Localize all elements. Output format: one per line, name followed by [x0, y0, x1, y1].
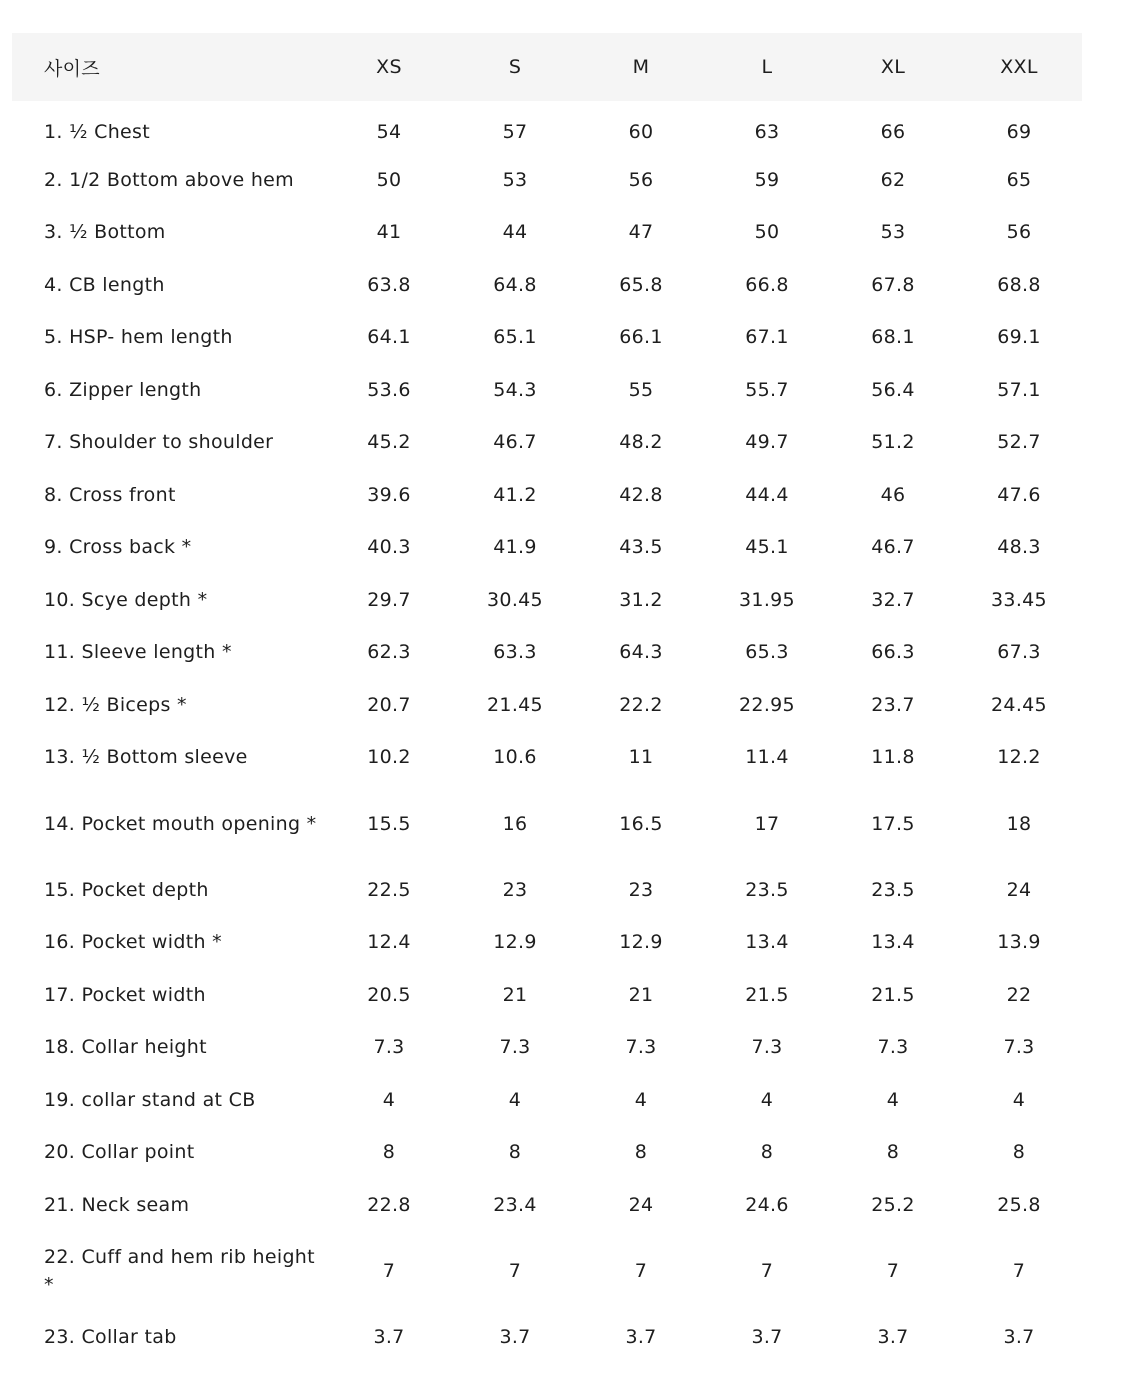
measurement-value: 13.4: [871, 931, 915, 954]
measurement-value: 10.2: [367, 746, 411, 769]
measurement-value: 21.5: [871, 983, 915, 1006]
measurement-value: 63.8: [367, 273, 411, 296]
measurement-value: 20.5: [367, 983, 411, 1006]
measurement-label: 7. Shoulder to shoulder: [44, 431, 274, 454]
measurement-value: 47.6: [997, 483, 1041, 506]
measurement-label: 14. Pocket mouth opening *: [44, 812, 317, 835]
measurement-value: 45.1: [745, 536, 789, 559]
size-chart-header: [12, 33, 1082, 101]
table-row: [12, 1074, 1082, 1127]
measurement-value: 22.95: [739, 693, 795, 716]
measurement-value: 13.9: [997, 931, 1041, 954]
measurement-value: 63.3: [493, 641, 537, 664]
measurement-value: 64.1: [367, 326, 411, 349]
measurement-value: 41.9: [493, 536, 537, 559]
measurement-value: 68.1: [871, 326, 915, 349]
measurement-value: 32.7: [871, 588, 915, 611]
header-size-xxl: XXL: [1000, 56, 1038, 78]
measurement-label: 22. Cuff and hem rib height *: [44, 1246, 315, 1296]
measurement-value: 48.2: [619, 431, 663, 454]
table-row: [12, 154, 1082, 207]
table-row: [12, 969, 1082, 1022]
measurement-value: 24: [1006, 878, 1032, 901]
measurement-value: 65.8: [619, 273, 663, 296]
measurement-value: 7: [1012, 1260, 1026, 1282]
measurement-value: 23.4: [493, 1193, 537, 1216]
measurement-value: 56: [1006, 221, 1032, 244]
measurement-value: 12.2: [997, 746, 1041, 769]
measurement-value: 15.5: [367, 812, 411, 835]
measurement-value: 12.9: [619, 931, 663, 954]
measurement-value: 59: [754, 168, 780, 191]
measurement-value: 43.5: [619, 536, 663, 559]
size-chart-body: [12, 101, 1082, 1364]
measurement-value: 52.7: [997, 431, 1041, 454]
measurement-label: 15. Pocket depth: [44, 878, 209, 901]
table-row: [12, 784, 1082, 864]
measurement-value: 41: [376, 221, 402, 244]
measurement-label: 4. CB length: [44, 273, 165, 296]
measurement-value: 44.4: [745, 483, 789, 506]
measurement-label: 11. Sleeve length *: [44, 641, 232, 664]
measurement-value: 23.5: [745, 878, 789, 901]
table-row: [12, 1126, 1082, 1179]
measurement-value: 24: [628, 1193, 654, 1216]
measurement-value: 40.3: [367, 536, 411, 559]
measurement-value: 21: [628, 983, 654, 1006]
measurement-value: 21.45: [487, 693, 543, 716]
measurement-value: 67.1: [745, 326, 789, 349]
measurement-label: 19. collar stand at CB: [44, 1088, 256, 1111]
measurement-value: 54: [376, 120, 402, 143]
measurement-value: 7.3: [1003, 1036, 1035, 1059]
measurement-value: 64.3: [619, 641, 663, 664]
measurement-value: 13.4: [745, 931, 789, 954]
measurement-value: 7.3: [625, 1036, 657, 1059]
measurement-value: 25.8: [997, 1193, 1041, 1216]
measurement-value: 33.45: [991, 588, 1047, 611]
measurement-label: 10. Scye depth *: [44, 588, 208, 611]
measurement-label: 20. Collar point: [44, 1141, 195, 1164]
measurement-value: 4: [886, 1088, 900, 1111]
measurement-value: 65.3: [745, 641, 789, 664]
measurement-value: 65.1: [493, 326, 537, 349]
table-row: [12, 1311, 1082, 1364]
measurement-value: 11: [628, 746, 654, 769]
measurement-value: 24.6: [745, 1193, 789, 1216]
measurement-value: 62.3: [367, 641, 411, 664]
measurement-value: 7: [886, 1260, 900, 1282]
measurement-value: 7: [760, 1260, 774, 1282]
measurement-value: 44: [502, 221, 528, 244]
measurement-value: 31.2: [619, 588, 663, 611]
measurement-value: 57: [502, 120, 528, 143]
measurement-value: 8: [382, 1141, 396, 1164]
measurement-label: 21. Neck seam: [44, 1193, 190, 1216]
measurement-value: 3.7: [1003, 1326, 1035, 1349]
measurement-value: 60: [628, 120, 654, 143]
table-row: [12, 574, 1082, 627]
measurement-value: 65: [1006, 168, 1032, 191]
measurement-value: 22.8: [367, 1193, 411, 1216]
measurement-value: 66.8: [745, 273, 789, 296]
measurement-value: 31.95: [739, 588, 795, 611]
measurement-label: 18. Collar height: [44, 1036, 207, 1059]
measurement-value: 4: [1012, 1088, 1026, 1111]
measurement-value: 11.4: [745, 746, 789, 769]
measurement-value: 7.3: [373, 1036, 405, 1059]
measurement-value: 50: [376, 168, 402, 191]
measurement-value: 8: [634, 1141, 648, 1164]
measurement-label: 13. ½ Bottom sleeve: [44, 746, 248, 769]
measurement-value: 8: [760, 1141, 774, 1164]
table-row: [12, 259, 1082, 312]
measurement-label: 17. Pocket width: [44, 983, 206, 1006]
measurement-value: 8: [508, 1141, 522, 1164]
measurement-value: 69: [1006, 120, 1032, 143]
header-row: [12, 33, 1082, 101]
measurement-value: 25.2: [871, 1193, 915, 1216]
table-row: [12, 311, 1082, 364]
measurement-label: 23. Collar tab: [44, 1326, 177, 1349]
header-size-l: L: [761, 56, 773, 78]
measurement-value: 3.7: [751, 1326, 783, 1349]
measurement-value: 48.3: [997, 536, 1041, 559]
table-row: [12, 469, 1082, 522]
measurement-value: 67.3: [997, 641, 1041, 664]
measurement-value: 23.5: [871, 878, 915, 901]
measurement-value: 10.6: [493, 746, 537, 769]
table-row: [12, 626, 1082, 679]
measurement-value: 67.8: [871, 273, 915, 296]
table-row: [12, 521, 1082, 574]
measurement-label: 9. Cross back *: [44, 536, 192, 559]
measurement-value: 8: [1012, 1141, 1026, 1164]
measurement-value: 56: [628, 168, 654, 191]
measurement-value: 49.7: [745, 431, 789, 454]
measurement-value: 21: [502, 983, 528, 1006]
measurement-value: 51.2: [871, 431, 915, 454]
measurement-label: 16. Pocket width *: [44, 931, 222, 954]
table-row: [12, 206, 1082, 259]
measurement-value: 16: [502, 812, 528, 835]
measurement-value: 3.7: [499, 1326, 531, 1349]
measurement-value: 22.5: [367, 878, 411, 901]
measurement-value: 62: [880, 168, 906, 191]
measurement-value: 12.4: [367, 931, 411, 954]
table-row: [12, 864, 1082, 917]
measurement-value: 7.3: [877, 1036, 909, 1059]
measurement-value: 68.8: [997, 273, 1041, 296]
table-row: [12, 416, 1082, 469]
measurement-value: 66.1: [619, 326, 663, 349]
measurement-value: 7.3: [751, 1036, 783, 1059]
measurement-value: 30.45: [487, 588, 543, 611]
measurement-label: 6. Zipper length: [44, 378, 202, 401]
measurement-value: 20.7: [367, 693, 411, 716]
measurement-value: 3.7: [877, 1326, 909, 1349]
measurement-value: 11.8: [871, 746, 915, 769]
measurement-value: 7: [508, 1260, 522, 1282]
measurement-label: 5. HSP- hem length: [44, 326, 233, 349]
size-chart-table: [12, 33, 1082, 1364]
header-size-xs: XS: [376, 56, 402, 78]
measurement-value: 47: [628, 221, 654, 244]
measurement-label: 8. Cross front: [44, 483, 176, 506]
measurement-value: 7: [634, 1260, 648, 1282]
measurement-value: 46.7: [871, 536, 915, 559]
measurement-label: 3. ½ Bottom: [44, 221, 166, 244]
header-size-s: S: [508, 56, 522, 78]
measurement-value: 66.3: [871, 641, 915, 664]
table-row: [12, 679, 1082, 732]
measurement-value: 17: [754, 812, 780, 835]
measurement-value: 8: [886, 1141, 900, 1164]
measurement-value: 53.6: [367, 378, 411, 401]
table-row: [12, 1021, 1082, 1074]
measurement-value: 69.1: [997, 326, 1041, 349]
measurement-value: 4: [760, 1088, 774, 1111]
table-row: [12, 101, 1082, 154]
measurement-value: 64.8: [493, 273, 537, 296]
header-size-m: M: [632, 56, 650, 78]
measurement-value: 21.5: [745, 983, 789, 1006]
measurement-value: 55: [628, 378, 654, 401]
measurement-value: 56.4: [871, 378, 915, 401]
measurement-value: 29.7: [367, 588, 411, 611]
measurement-value: 23.7: [871, 693, 915, 716]
measurement-value: 46.7: [493, 431, 537, 454]
measurement-value: 23: [628, 878, 654, 901]
table-row: [12, 364, 1082, 417]
measurement-value: 4: [508, 1088, 522, 1111]
measurement-label: 1. ½ Chest: [44, 120, 150, 143]
measurement-value: 4: [634, 1088, 648, 1111]
header-size-xl: XL: [880, 56, 906, 78]
measurement-value: 45.2: [367, 431, 411, 454]
measurement-value: 4: [382, 1088, 396, 1111]
measurement-value: 12.9: [493, 931, 537, 954]
table-row: [12, 731, 1082, 784]
measurement-value: 54.3: [493, 378, 537, 401]
measurement-value: 24.45: [991, 693, 1047, 716]
header-size-label: 사이즈: [44, 57, 100, 80]
table-row: [12, 1179, 1082, 1232]
measurement-value: 18: [1006, 812, 1032, 835]
measurement-value: 55.7: [745, 378, 789, 401]
measurement-value: 22.2: [619, 693, 663, 716]
measurement-label: 12. ½ Biceps *: [44, 693, 187, 716]
measurement-value: 17.5: [871, 812, 915, 835]
measurement-value: 7: [382, 1260, 396, 1282]
measurement-value: 3.7: [625, 1326, 657, 1349]
measurement-value: 53: [880, 221, 906, 244]
measurement-value: 63: [754, 120, 780, 143]
measurement-value: 22: [1006, 983, 1032, 1006]
measurement-value: 3.7: [373, 1326, 405, 1349]
measurement-value: 7.3: [499, 1036, 531, 1059]
measurement-value: 57.1: [997, 378, 1041, 401]
measurement-value: 50: [754, 221, 780, 244]
table-row: [12, 916, 1082, 969]
measurement-value: 42.8: [619, 483, 663, 506]
measurement-value: 23: [502, 878, 528, 901]
measurement-value: 46: [880, 483, 906, 506]
measurement-value: 39.6: [367, 483, 411, 506]
measurement-value: 66: [880, 120, 906, 143]
measurement-value: 16.5: [619, 812, 663, 835]
measurement-value: 41.2: [493, 483, 537, 506]
table-row: [12, 1231, 1082, 1311]
measurement-value: 53: [502, 168, 528, 191]
measurement-label: 2. 1/2 Bottom above hem: [44, 168, 294, 191]
